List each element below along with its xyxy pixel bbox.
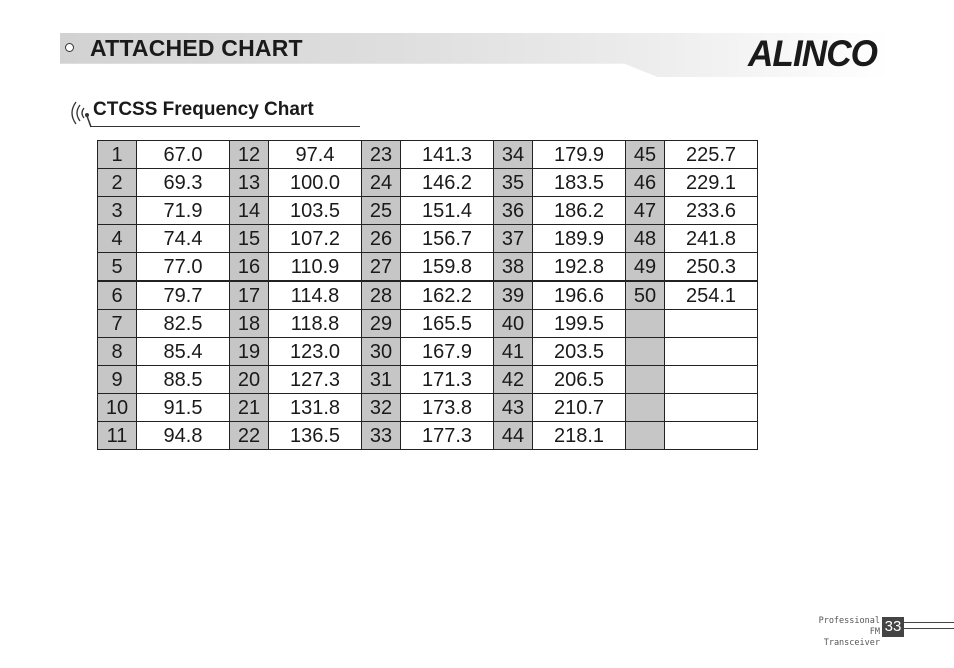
page-title: ATTACHED CHART [90,35,303,61]
channel-cell: 44 [494,422,533,450]
frequency-cell: 171.3 [401,366,494,394]
channel-cell: 37 [494,225,533,253]
channel-cell: 48 [626,225,665,253]
frequency-cell: 254.1 [665,281,758,310]
frequency-cell: 82.5 [137,310,230,338]
channel-cell: 21 [230,394,269,422]
frequency-cell: 123.0 [269,338,362,366]
channel-cell: 38 [494,253,533,282]
frequency-cell: 156.7 [401,225,494,253]
channel-cell: 39 [494,281,533,310]
channel-cell: 13 [230,169,269,197]
channel-cell: 24 [362,169,401,197]
table-row [98,422,758,450]
channel-cell: 42 [494,366,533,394]
frequency-cell: 218.1 [533,422,626,450]
channel-cell [626,422,665,450]
frequency-cell: 141.3 [401,141,494,169]
frequency-cell: 229.1 [665,169,758,197]
frequency-cell: 118.8 [269,310,362,338]
channel-cell: 16 [230,253,269,282]
frequency-cell: 79.7 [137,281,230,310]
channel-cell: 35 [494,169,533,197]
ctcss-frequency-table [97,140,758,450]
channel-cell: 8 [98,338,137,366]
channel-cell: 18 [230,310,269,338]
channel-cell: 10 [98,394,137,422]
channel-cell [626,338,665,366]
channel-cell: 29 [362,310,401,338]
channel-cell: 1 [98,141,137,169]
frequency-cell: 241.8 [665,225,758,253]
table-row [98,281,758,310]
frequency-cell: 186.2 [533,197,626,225]
channel-cell [626,394,665,422]
frequency-cell: 196.6 [533,281,626,310]
channel-cell: 20 [230,366,269,394]
channel-cell: 34 [494,141,533,169]
frequency-cell: 85.4 [137,338,230,366]
frequency-cell: 67.0 [137,141,230,169]
frequency-cell: 162.2 [401,281,494,310]
channel-cell: 27 [362,253,401,282]
frequency-cell: 69.3 [137,169,230,197]
frequency-cell: 173.8 [401,394,494,422]
table-row [98,366,758,394]
frequency-cell: 71.9 [137,197,230,225]
channel-cell: 11 [98,422,137,450]
brand-logo: ALINCO [748,33,878,74]
footer-product-label [816,616,880,649]
frequency-cell [665,338,758,366]
channel-cell: 30 [362,338,401,366]
frequency-cell [665,422,758,450]
frequency-cell: 159.8 [401,253,494,282]
frequency-cell: 206.5 [533,366,626,394]
frequency-cell: 250.3 [665,253,758,282]
frequency-cell: 91.5 [137,394,230,422]
channel-cell: 32 [362,394,401,422]
channel-cell: 17 [230,281,269,310]
frequency-cell: 233.6 [665,197,758,225]
channel-cell: 7 [98,310,137,338]
channel-cell: 19 [230,338,269,366]
frequency-cell: 88.5 [137,366,230,394]
table-row [98,169,758,197]
frequency-cell: 165.5 [401,310,494,338]
frequency-cell: 189.9 [533,225,626,253]
frequency-cell: 151.4 [401,197,494,225]
frequency-cell: 103.5 [269,197,362,225]
channel-cell: 28 [362,281,401,310]
channel-cell: 3 [98,197,137,225]
channel-cell: 43 [494,394,533,422]
channel-cell: 49 [626,253,665,282]
frequency-cell: 97.4 [269,141,362,169]
frequency-cell: 100.0 [269,169,362,197]
frequency-cell [665,394,758,422]
frequency-cell: 127.3 [269,366,362,394]
channel-cell: 6 [98,281,137,310]
frequency-cell: 225.7 [665,141,758,169]
channel-cell: 2 [98,169,137,197]
table-row [98,141,758,169]
channel-cell [626,310,665,338]
frequency-cell: 94.8 [137,422,230,450]
channel-cell: 5 [98,253,137,282]
section-underline [90,126,360,127]
channel-cell: 15 [230,225,269,253]
frequency-cell: 203.5 [533,338,626,366]
channel-cell: 33 [362,422,401,450]
channel-cell: 45 [626,141,665,169]
channel-cell: 22 [230,422,269,450]
frequency-cell: 110.9 [269,253,362,282]
channel-cell: 41 [494,338,533,366]
channel-cell: 9 [98,366,137,394]
section-title: CTCSS Frequency Chart [93,99,314,120]
frequency-cell: 167.9 [401,338,494,366]
table-row [98,310,758,338]
channel-cell: 36 [494,197,533,225]
frequency-cell [665,366,758,394]
channel-cell: 12 [230,141,269,169]
frequency-cell: 199.5 [533,310,626,338]
frequency-cell: 74.4 [137,225,230,253]
channel-cell [626,366,665,394]
frequency-cell: 177.3 [401,422,494,450]
table-row [98,338,758,366]
frequency-cell: 107.2 [269,225,362,253]
frequency-cell: 136.5 [269,422,362,450]
footer-lines [904,622,954,634]
frequency-cell: 179.9 [533,141,626,169]
channel-cell: 26 [362,225,401,253]
channel-cell: 31 [362,366,401,394]
footer-line-1: Professional [818,616,880,626]
channel-cell: 14 [230,197,269,225]
page-number: 33 [882,617,904,637]
frequency-cell: 183.5 [533,169,626,197]
channel-cell: 47 [626,197,665,225]
table-row [98,197,758,225]
footer-line-2: FM Transceiver [823,627,880,648]
frequency-cell: 131.8 [269,394,362,422]
table-row [98,225,758,253]
table-row [98,253,758,282]
signal-waves-icon [62,96,96,130]
table-row [98,394,758,422]
channel-cell: 25 [362,197,401,225]
header-bullet-icon [65,43,74,52]
frequency-cell: 146.2 [401,169,494,197]
channel-cell: 40 [494,310,533,338]
frequency-cell: 192.8 [533,253,626,282]
channel-cell: 46 [626,169,665,197]
frequency-cell [665,310,758,338]
channel-cell: 4 [98,225,137,253]
frequency-cell: 210.7 [533,394,626,422]
channel-cell: 50 [626,281,665,310]
frequency-cell: 77.0 [137,253,230,282]
frequency-cell: 114.8 [269,281,362,310]
channel-cell: 23 [362,141,401,169]
